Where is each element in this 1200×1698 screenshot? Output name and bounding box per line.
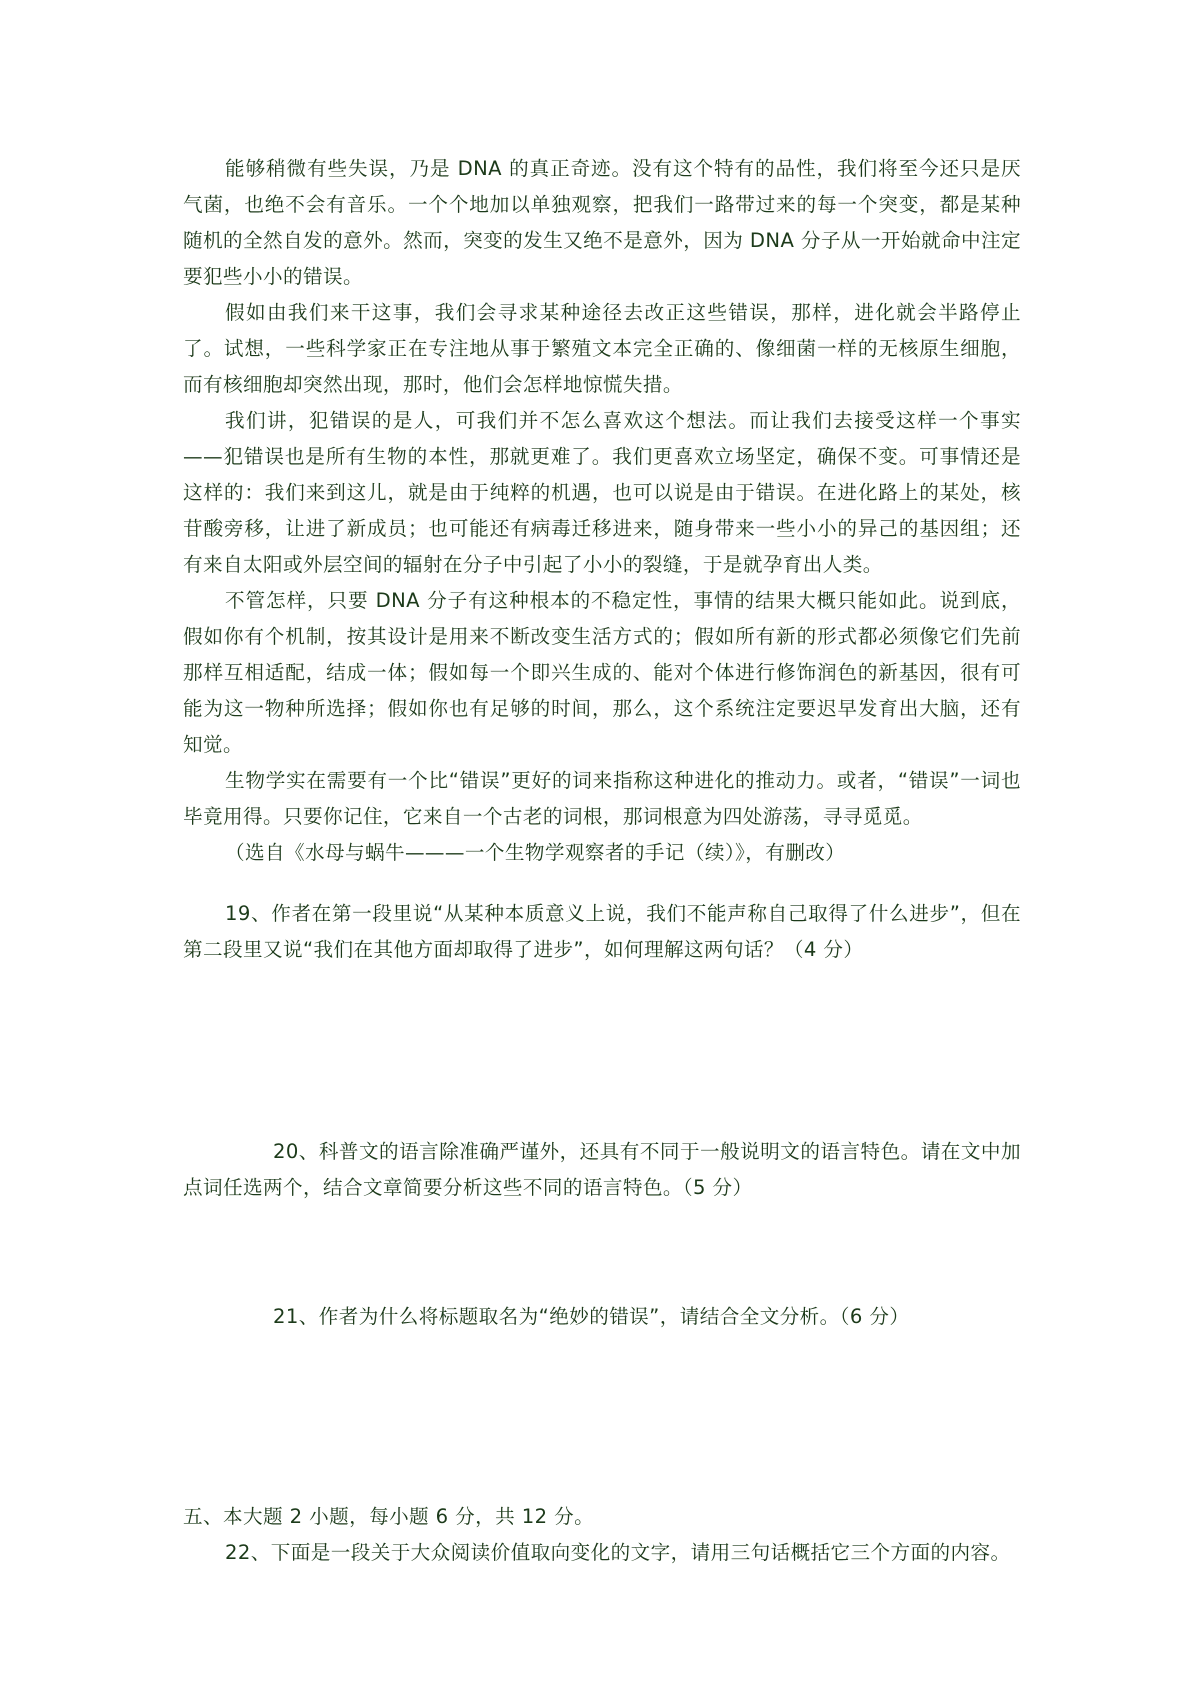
passage-paragraph-3: 我们讲，犯错误的是人，可我们并不怎么喜欢这个想法。而让我们去接受这样一个事实——犯错误也是所有生物的本性，那就更难了。我们更喜欢立场坚定，确保不变。可事情还是这样的：我们来到这儿，就是由于纯粹的机遇，也可以说是由于错误。在进化路上的某处，核苷酸旁移，让进了新成员；也可能还有病毒迁移进来，随身带来一些小小的异己的基因组；还有来自太阳或外层空间的辐射在分子中引起了小小的裂缝，于是就孕育出人类。 [183,409,1021,576]
passage-paragraph-4: 不管怎样，只要 DNA 分子有这种根本的不稳定性，事情的结果大概只能如此。说到底，假如你有个机制，按其设计是用来不断改变生活方式的；假如所有新的形式都必须像它们先前那样互相适配，结成一体；假如每一个即兴生成的、能对个体进行修饰润色的新基因，很有可能为这一物种所选择；假如你也有足够的时间，那么，这个系统注定要迟早发育出大脑，还有知觉。 [183,589,1021,756]
section-5-heading: 五、本大题 2 小题，每小题 6 分，共 12 分。 [183,1505,595,1528]
passage-paragraph-5: 生物学实在需要有一个比“错误”更好的词来指称这种进化的推动力。或者，“错误”一词也毕竟用得。只要你记住，它来自一个古老的词根，那词根意为四处游荡，寻寻觅觅。 [183,769,1021,828]
passage-paragraph-1: 能够稍微有些失误，乃是 DNA 的真正奇迹。没有这个特有的品性，我们将至今还只是厌气菌，也绝不会有音乐。一个个地加以单独观察，把我们一路带过来的每一个突变，都是某种随机的全然自发的意外。然而，突变的发生又绝不是意外，因为 DNA 分子从一开始就命中注定要犯些小小的错误。 [183,157,1021,288]
question-22: 22、下面是一段关于大众阅读价值取向变化的文字，请用三句话概括它三个方面的内容。 [225,1541,1011,1564]
passage-source: （选自《水母与蜗牛———一个生物学观察者的手记（续）》，有删改） [225,841,846,864]
passage-paragraph-2: 假如由我们来干这事，我们会寻求某种途径去改正这些错误，那样，进化就会半路停止了。试想，一些科学家正在专注地从事于繁殖文本完全正确的、像细菌一样的无核原生细胞，而有核细胞却突然出现，那时，他们会怎样地惊慌失措。 [183,301,1021,396]
question-19: 19、作者在第一段里说“从某种本质意义上说，我们不能声称自己取得了什么进步”，但在第二段里又说“我们在其他方面却取得了进步”，如何理解这两句话？（4 分） [183,902,1021,961]
question-21: 21、作者为什么将标题取名为“绝妙的错误”，请结合全文分析。（6 分） [273,1305,910,1328]
question-20: 20、科普文的语言除准确严谨外，还具有不同于一般说明文的语言特色。请在文中加点词任选两个，结合文章简要分析这些不同的语言特色。（5 分） [183,1140,1021,1199]
